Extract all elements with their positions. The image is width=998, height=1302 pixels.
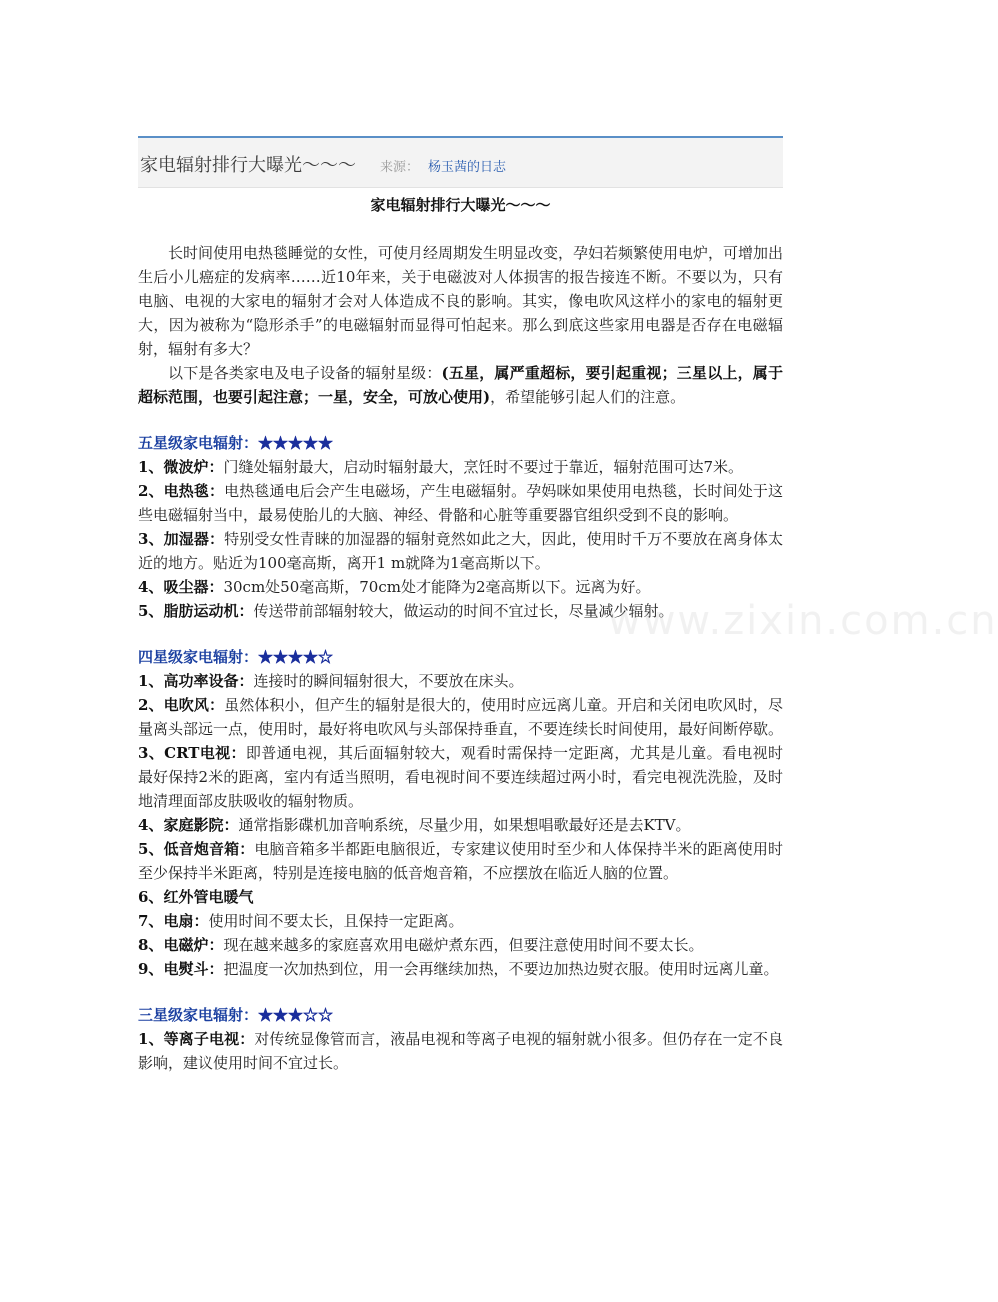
list-item: 2、电热毯：电热毯通电后会产生电磁场，产生电磁辐射。孕妈咪如果使用电热毯，长时间处于这些电磁辐射当中，最易使胎儿的大脑、神经、骨骼和心脏等重要器官组织受到不良的影响。 [138,482,783,524]
section-heading-five-star [138,431,783,455]
list-item: 3、CRT电视：即普通电视，其后面辐射较大，观看时需保持一定距离，尤其是儿童。看电视时最好保持2米的距离，室内有适当照明，看电视时间不要连续超过两小时，看完电视洗洗脸，及时地清理面部皮肤吸收的辐射物质。 [138,744,783,810]
section-label: 五星级家电辐射： [138,434,259,452]
list-item: 5、脂肪运动机：传送带前部辐射较大，做运动的时间不宜过长，尽量减少辐射。 [138,602,674,620]
list-item: 1、等离子电视：对传统显像管而言，液晶电视和等离子电视的辐射就小很多。但仍存在一定不良影响，建议使用时间不宜过长。 [138,1030,783,1072]
article-title: 家电辐射排行大曝光～～～ [370,196,551,214]
rating-suffix: ，希望能够引起人们的注意。 [490,388,686,406]
section-heading-four-star [138,645,783,669]
list-item: 3、加湿器：特别受女性青睐的加湿器的辐射竟然如此之大，因此，使用时千万不要放在离身体太近的地方。贴近为100毫高斯，离开1 m就降为1毫高斯以下。 [138,530,783,572]
star-rating: ★★★★★ [258,434,334,452]
section-label: 三星级家电辐射： [138,1006,259,1024]
post-header [138,138,783,188]
source-link[interactable]: 杨玉茜的日志 [428,160,507,175]
list-item: 2、电吹风：虽然体积小，但产生的辐射是很大的，使用时应远离儿童。开启和关闭电吹风时，尽量离头部远一点，使用时，最好将电吹风与头部保持垂直，不要连续长时间使用，最好间断停歇。 [138,696,784,738]
source-label: 来源： [380,160,420,175]
rating-legend: (五星，属严重超标，要引起重视；三星以上，属于超标范围，也要引起注意；一星，安全，可放心使用) [138,364,783,406]
list-item: 1、高功率设备：连接时的瞬间辐射很大，不要放在床头。 [138,672,524,690]
list-item: 6、红外管电暖气 [138,888,254,906]
article-body [138,241,783,1075]
list-item: 1、微波炉：门缝处辐射最大，启动时辐射最大，烹饪时不要过于靠近，辐射范围可达7米。 [138,458,744,476]
star-rating: ★★★★☆ [258,648,334,666]
list-item: 5、低音炮音箱：电脑音箱多半都距电脑很近，专家建议使用时至少和人体保持半米的距离使用时至少保持半米距离，特别是连接电脑的低音炮音箱，不应摆放在临近人脑的位置。 [138,840,783,882]
rating-paragraph [138,361,783,409]
rating-prefix: 以下是各类家电及电子设备的辐射星级： [168,364,442,382]
section-label: 四星级家电辐射： [138,648,259,666]
post-title: 家电辐射排行大曝光～～～ [140,155,356,176]
intro-paragraph: 长时间使用电热毯睡觉的女性，可使月经周期发生明显改变，孕妇若频繁使用电炉，可增加出生后小儿癌症的发病率……近10年来，关于电磁波对人体损害的报告接连不断。不要以为，只有电脑、电视的大家电的辐射才会对人体造成不良的影响。其实，像电吹风这样小的家电的辐射更大，因为被称为“隐形杀手”的电磁辐射而显得可怕起来。那么到底这些家用电器是否存在电磁辐射，辐射有多大？ [138,244,784,358]
list-item: 4、吸尘器：30cm处50毫高斯，70cm处才能降为2毫高斯以下。远离为好。 [138,578,651,596]
section-heading-three-star [138,1003,783,1027]
star-rating: ★★★☆☆ [258,1006,334,1024]
list-item: 4、家庭影院：通常指影碟机加音响系统，尽量少用，如果想唱歌最好还是去KTV。 [138,816,691,834]
list-item: 9、电熨斗：把温度一次加热到位，用一会再继续加热，不要边加热边熨衣服。使用时远离儿童。 [138,960,779,978]
watermark: www.zixin.com.cn [608,598,998,644]
list-item: 8、电磁炉：现在越来越多的家庭喜欢用电磁炉煮东西，但要注意使用时间不要太长。 [138,936,704,954]
list-item: 7、电扇：使用时间不要太长，且保持一定距离。 [138,912,464,930]
